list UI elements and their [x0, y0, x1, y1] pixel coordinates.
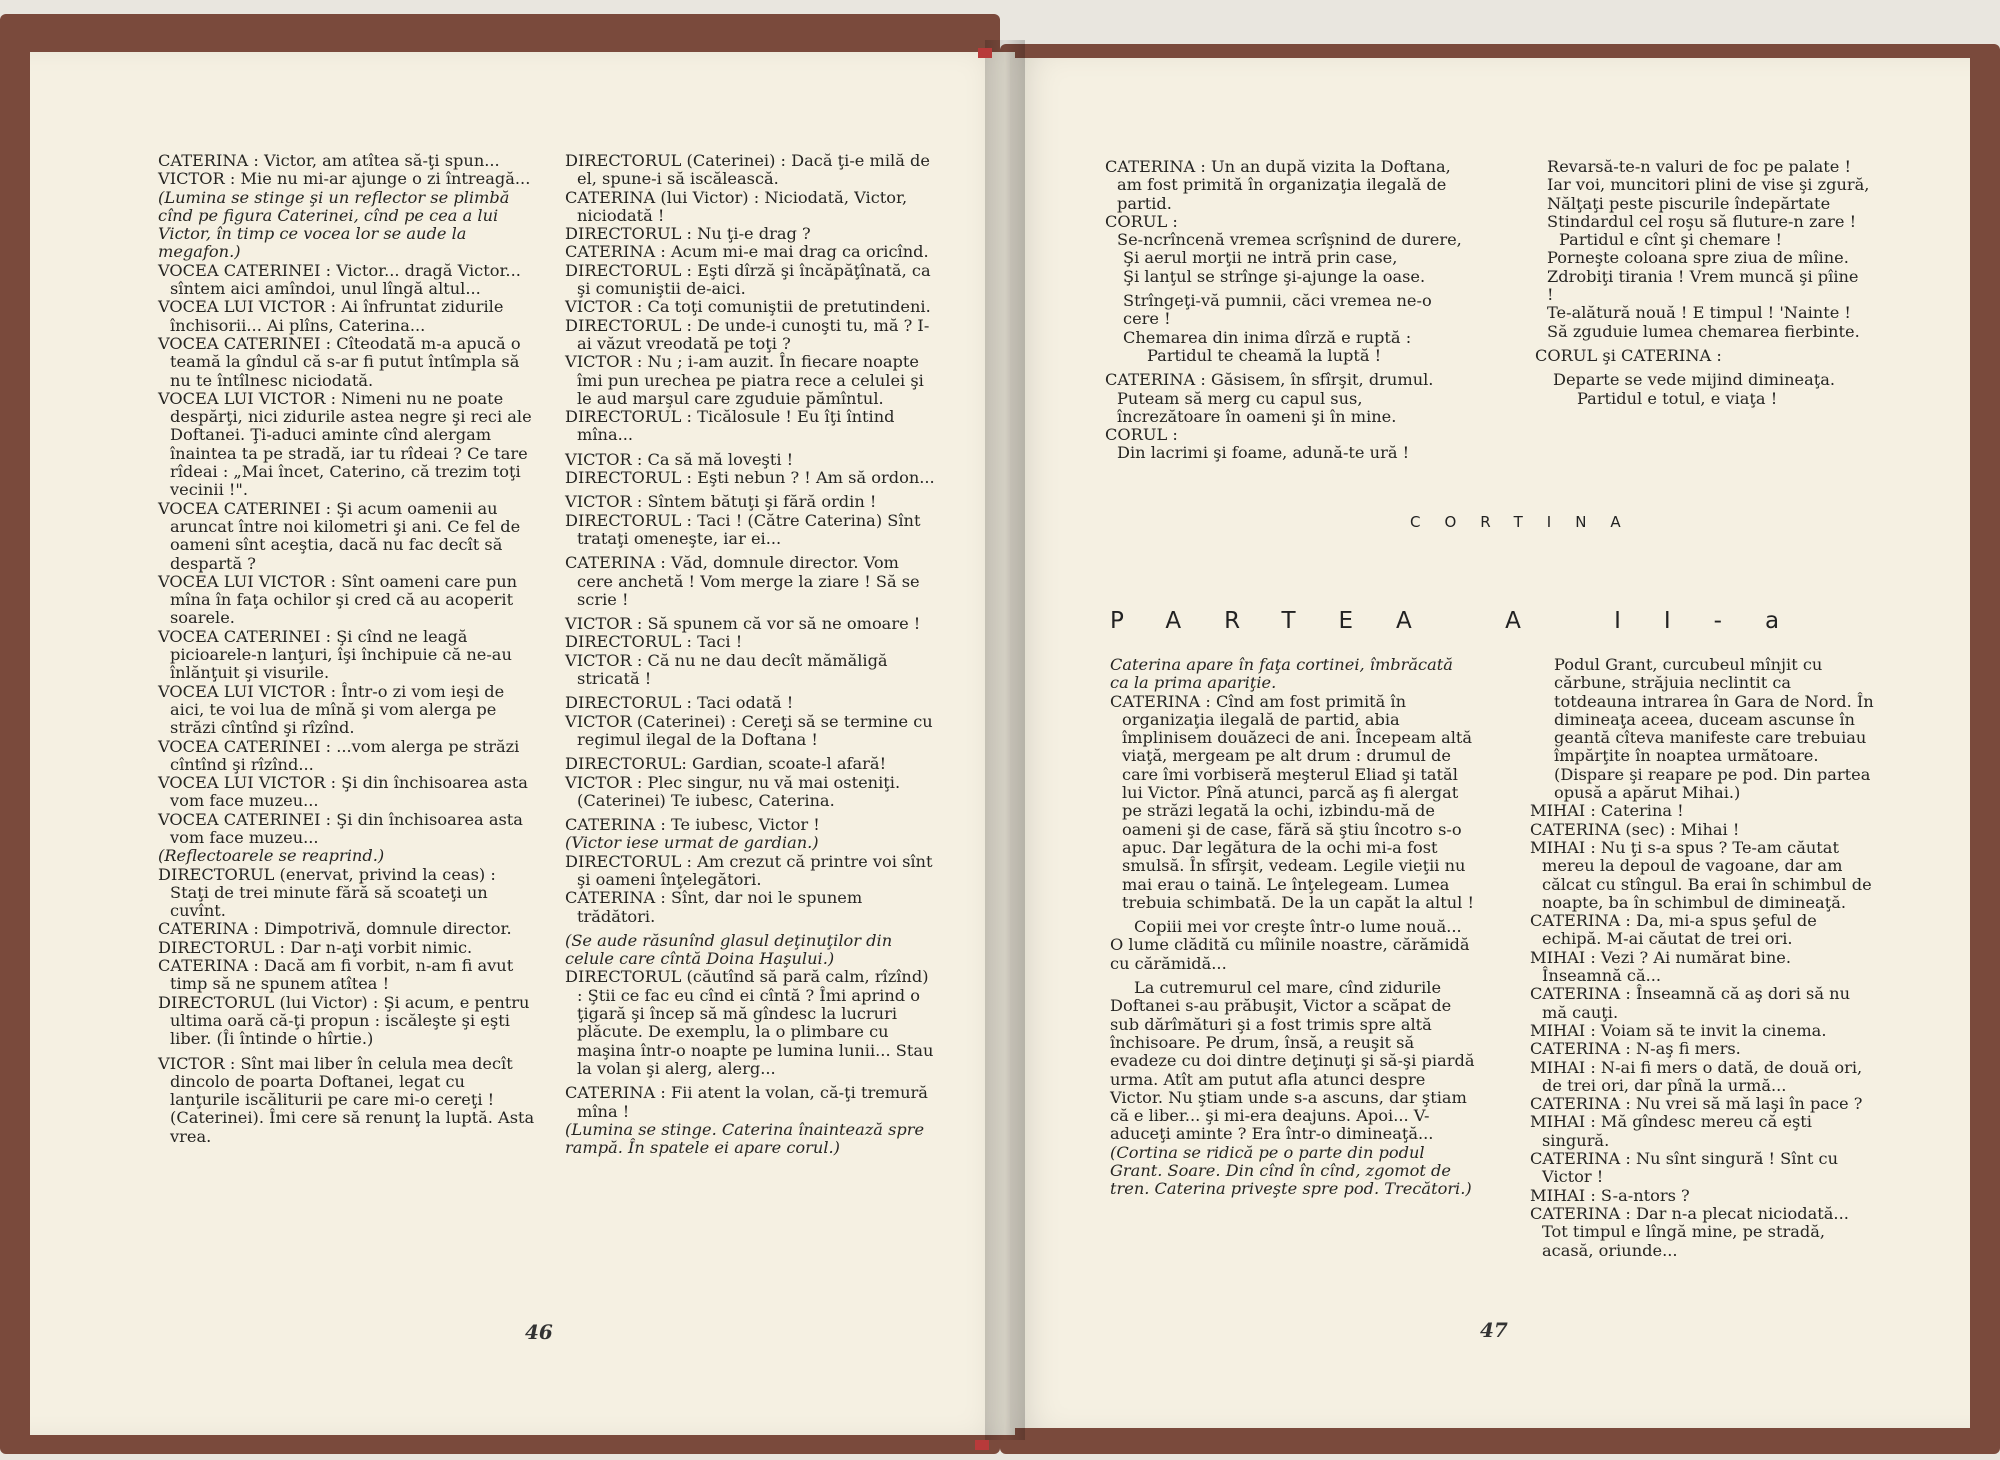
text-line: VICTOR : Sîntem bătuţi şi fără ordin ! [565, 492, 877, 512]
text-line: DIRECTORUL : Taci ! [565, 632, 743, 652]
text-line: DIRECTORUL : Eşti nebun ? ! Am să ordon... [565, 468, 935, 488]
text-line: VICTOR : Plec singur, nu vă mai osteniţi. (Caterinei) Te iubesc, Caterina. [565, 772, 901, 810]
text-line: VOCEA LUI VICTOR : Şi din închisoarea asta vom face muzeu... [158, 773, 528, 811]
text-line: DIRECTORUL : Taci odată ! [565, 693, 794, 713]
right-page [1010, 58, 1970, 1428]
text-line: VICTOR : Mie nu mi-ar ajunge o zi întreagă... [158, 169, 531, 189]
verse-line: Revarsă-te-n valuri de foc pe palate ! [1547, 157, 1852, 176]
text-line: CATERINA : Da, mi-a spus şeful de echipă. M-ai căutat de trei ori. [1530, 911, 1817, 949]
verse-line: Porneşte coloana spre ziua de mîine. [1547, 248, 1849, 268]
text-line: VOCEA CATERINEI : Victor... dragă Victor... sîntem aici amîndoi, unul lîngă altul... [158, 260, 521, 299]
speaker-label: CORUL : [1105, 425, 1178, 445]
text-line: CATERINA : Nu sînt singură ! Sînt cu Victor ! [1530, 1149, 1838, 1187]
text-line: VICTOR : Nu ; i-am auzit. În fiecare noapte îmi pun urechea pe piatra rece a celulei şi le aud marşul care zguduie pămîntul. [565, 352, 924, 408]
text-line: DIRECTORUL: Gardian, scoate-l afară! [565, 754, 887, 774]
book-spine-gutter [985, 40, 1025, 1440]
verse-line: Chemarea din inima dîrză e ruptă : [1123, 327, 1412, 347]
text-line: VOCEA CATERINEI : Şi din închisoarea asta vom face muzeu... [158, 809, 523, 847]
verse-line: Şi aerul morţii ne intră prin case, [1123, 248, 1398, 268]
text-line: CATERINA : Cînd am fost primită în organizaţia ilegală de partid, abia împlinisem douăzeci de ani. Începeam altă viaţă, mergeam pe alt drum : drumul de care îmi vorbiseră meşterul Eliad şi tatăl lui Victor. Pînă atunci, parcă aş fi alergat pe străzi legată la ochi, izbindu-mă de oameni şi de case, fără să ştiu încotro s-o apuc. Dar legătura de la ochi mi-a fost smulsă. În sfîrşit, vedeam. Legile vieţii nu mai erau o taină. Le înţelegeam. Lumea trebuia schimbată. De la un capăt la altul ! [1110, 691, 1474, 912]
right-page-column-4 [1530, 656, 1875, 1260]
text-line: DIRECTORUL : Am crezut că printre voi sînt şi oameni înţelegători. [565, 851, 933, 889]
left-page-column-1 [158, 152, 538, 1146]
text-line: VOCEA LUI VICTOR : Sînt oameni care pun mîna în faţa ochilor şi cred că au acoperit soarele. [158, 571, 518, 628]
stage-direction: (Victor iese urmat de gardian.) [565, 833, 819, 853]
text-line: DIRECTORUL : De unde-i cunoşti tu, mă ? I-ai văzut vreodată pe toţi ? [565, 315, 930, 353]
text-line: CATERINA : Sînt, dar noi le spunem trădători. [565, 888, 863, 926]
text-line: DIRECTORUL : Dar n-aţi vorbit nimic. [158, 937, 473, 957]
text-line: VOCEA LUI VICTOR : Ai înfruntat zidurile închisorii... Ai plîns, Caterina... [158, 297, 504, 335]
text-line: CATERINA : Acum mi-e mai drag ca oricînd. [565, 242, 929, 262]
text-line: DIRECTORUL : Taci ! (Către Caterina) Sînt trataţi omeneşte, iar ei... [565, 510, 921, 548]
text-line: MIHAI : Nu ţi s-a spus ? Te-am căutat mereu la depoul de vagoane, dar am călcat cu stîngul. Ba erai în schimbul de noapte, ba în schimbul de dimineaţă. [1530, 837, 1872, 912]
verse-line: Stindardul cel roşu să fluture-n zare ! [1547, 211, 1857, 231]
text-line: DIRECTORUL : Eşti dîrză şi încăpăţînată, ca şi comuniştii de-aici. [565, 260, 931, 299]
verse-line: Partidul te cheamă la luptă ! [1147, 345, 1382, 365]
text-line: VICTOR : Să spunem că vor să ne omoare ! [565, 614, 921, 634]
text-line: CATERINA : Văd, domnule director. Vom cere anchetă ! Vom merge la ziare ! Să se scrie ! [565, 553, 920, 609]
text-line: Podul Grant, curcubeul mînjit cu cărbune, străjuia neclintit ca totdeauna intrarea în Gara de Nord. În dimineaţa aceea, duceam ascunse în geantă cîteva manifeste care trebuiau împărţite în noaptea următoare. (Dispare şi reapare pe pod. Din partea opusă a apărut Mihai.) [1554, 655, 1874, 803]
stage-direction: (Lumina se stinge şi un reflector se plimbă cînd pe figura Caterinei, cînd pe cea a lui Victor, în timp ce vocea lor se aude la megafon.) [158, 187, 510, 262]
page-number: 47 [1480, 1318, 1508, 1342]
text-line: VOCEA CATERINEI : Şi acum oamenii au aruncat între noi kilometri şi ani. Ce fel de oameni sînt aceştia, dacă nu fac decît să despartă ? [158, 498, 521, 573]
verse-line: Partidul e cînt şi chemare ! [1559, 230, 1783, 250]
text-line: DIRECTORUL (enervat, privind la ceas) : Staţi de trei minute fără să scoateţi un cuvînt. [158, 864, 496, 921]
text-line: CATERINA : Un an după vizita la Doftana, am fost primită în organizaţia ilegală de partid. [1105, 157, 1451, 213]
text-line: CATERINA : Victor, am atîtea să-ţi spun... [158, 151, 500, 170]
text-line: CATERINA : Dar n-a plecat niciodată... Tot timpul e lîngă mine, pe stradă, acasă, oriunde... [1530, 1203, 1849, 1260]
verse-line: Partidul e totul, e viaţa ! [1577, 388, 1778, 408]
stage-direction: Caterina apare în faţa cortinei, îmbrăcată ca la prima apariţie. [1110, 655, 1453, 693]
text-line: VICTOR (Caterinei) : Cereţi să se termine cu regimul ilegal de la Doftana ! [565, 711, 933, 749]
text-line: DIRECTORUL : Ticălosule ! Eu îţi întind mîna... [565, 407, 895, 445]
verse-line: Te-alătură nouă ! E timpul ! 'Nainte ! [1547, 303, 1851, 323]
stage-direction: (Cortina se ridică pe o parte din podul Grant. Soare. Din cînd în cînd, zgomot de tren. Caterina priveşte spre pod. Trecători.) [1110, 1142, 1472, 1199]
text-line: VICTOR : Ca să mă loveşti ! [565, 449, 794, 469]
stage-direction: (Lumina se stinge. Caterina înaintează spre rampă. În spatele ei apare corul.) [565, 1119, 925, 1158]
verse-line: Departe se vede mijind dimineaţa. [1553, 370, 1836, 390]
cortina-label: CORTINA [1410, 513, 1645, 531]
part-heading: PARTEA A II-a [1110, 608, 1823, 634]
text-line: CATERINA (lui Victor) : Niciodată, Victor, niciodată ! [565, 187, 908, 225]
left-page [30, 52, 1015, 1435]
verse-line: Zdrobiţi tirania ! Vrem muncă şi pîine ! [1547, 266, 1859, 305]
page-number: 46 [525, 1320, 553, 1344]
text-line: MIHAI : N-ai fi mers o dată, de două ori, de trei ori, dar pînă la urmă... [1530, 1057, 1863, 1095]
text-line: VICTOR : Că nu ne dau decît mămăligă stricată ! [565, 650, 888, 689]
text-line: DIRECTORUL (căutînd să pară calm, rîzînd) : Ştii ce fac eu cînd ei cîntă ? Îmi aprind o ţigară şi încep să mă gîndesc la lucruri plăcute. De exemplu, la o plimbare cu maşina într-o noapte pe lumina lunii... Stau la volan şi alerg, alerg... [565, 967, 934, 1078]
text-line: DIRECTORUL (lui Victor) : Şi acum, e pentru ultima oară că-ţi propun : iscăleşte şi eşti liber. (Îi întinde o hîrtie.) [158, 992, 530, 1049]
text-line: MIHAI : Vezi ? Ai numărat bine. Înseamnă că... [1530, 947, 1791, 986]
text-line: DIRECTORUL (Caterinei) : Dacă ţi-e milă de el, spune-i să iscălească. [565, 151, 930, 189]
right-page-column-3 [1110, 656, 1475, 1199]
verse-line: Strîngeţi-vă pumnii, căci vremea ne-o cere ! [1123, 291, 1432, 329]
bookmark-ribbon-bottom [975, 1440, 989, 1450]
text-line: VOCEA CATERINEI : Cîteodată m-a apucă o teamă la gîndul că s-ar fi putut întîmpla să nu te întîlnesc niciodată. [158, 333, 521, 390]
verse-line: Se-ncrîncenă vremea scrîşnind de durere, [1117, 230, 1462, 250]
text-line: CATERINA : Dacă am fi vorbit, n-am fi avut timp să ne spunem atîtea ! [158, 956, 514, 994]
text-line: VICTOR : Ca toţi comuniştii de pretutindeni. [565, 297, 931, 317]
verse-line: Iar voi, muncitori plini de vise şi zgură, [1547, 175, 1870, 195]
text-line: CATERINA : Dimpotrivă, domnule director. [158, 919, 512, 939]
text-line: VICTOR : Sînt mai liber în celula mea decît dincolo de poarta Doftanei, legat cu lanţurile iscăliturii pe care mi-o cereţi ! (Caterinei). Îmi cere să renunţ la luptă. Asta vrea. [158, 1053, 535, 1146]
text-line: CATERINA : Găsisem, în sfîrşit, drumul. Puteam să merg cu capul sus, încrezătoare în oameni şi în mine. [1105, 370, 1434, 426]
stage-direction: (Se aude răsunînd glasul deţinuţilor din celule care cîntă Doina Haşului.) [565, 930, 893, 969]
text-line: DIRECTORUL : Nu ţi-e drag ? [565, 224, 811, 244]
right-page-column-2 [1535, 158, 1870, 408]
speaker-label: CORUL şi CATERINA : [1535, 345, 1722, 365]
text-line: CATERINA : Te iubesc, Victor ! [565, 815, 820, 835]
verse-line: Să zguduie lumea chemarea fierbinte. [1547, 321, 1860, 341]
stage-direction: (Reflectoarele se reaprind.) [158, 846, 385, 866]
text-line: VOCEA LUI VICTOR : Într-o zi vom ieşi de aici, te voi lua de mînă şi vom alerga pe străzi cîntînd şi rîzînd. [158, 681, 505, 738]
text-line: MIHAI : Caterina ! [1530, 801, 1684, 821]
text-line: VOCEA CATERINEI : ...vom alerga pe străzi cîntînd şi rîzînd... [158, 736, 520, 774]
text-line: Copiii mei vor creşte într-o lume nouă... O lume clădită cu mîinile noastre, cărămidă cu cărămidă... [1110, 917, 1470, 973]
verse-line: Nălţaţi peste piscurile îndepărtate [1547, 193, 1831, 213]
text-line: MIHAI : Voiam să te invit la cinema. [1530, 1020, 1827, 1040]
verse-line: Din lacrimi şi foame, adună-te ură ! [1117, 443, 1410, 463]
text-line: MIHAI : S-a-ntors ? [1530, 1185, 1690, 1205]
text-line: CATERINA (sec) : Mihai ! [1530, 819, 1740, 839]
text-line: CATERINA : N-aş fi mers. [1530, 1039, 1741, 1059]
text-line: CATERINA : Înseamnă că aş dori să nu mă cauţi. [1530, 984, 1851, 1022]
text-line: CATERINA : Nu vrei să mă laşi în pace ? [1530, 1094, 1863, 1114]
text-line: MIHAI : Mă gîndesc mereu că eşti singură. [1530, 1112, 1812, 1150]
text-line: VOCEA CATERINEI : Şi cînd ne leagă picioarele-n lanţuri, îşi închipuie că ne-au înlănţuit şi visurile. [158, 626, 512, 683]
left-page-column-2 [565, 152, 935, 1157]
speaker-label: CORUL : [1105, 211, 1178, 231]
text-line: CATERINA : Fii atent la volan, că-ţi tremură mîna ! [565, 1083, 928, 1121]
text-line: VOCEA LUI VICTOR : Nimeni nu ne poate despărţi, nici zidurile astea negre şi reci ale Doftanei. Ţi-aduci aminte cînd alergam înaintea ta pe stradă, iar tu rîdeai ? Ce tare rîdeai : „Mai încet, Caterino, că trezim toţi vecinii !". [158, 388, 532, 500]
text-line: La cutremurul cel mare, cînd zidurile Doftanei s-au prăbuşit, Victor a scăpat de sub dărîmături şi a fost trimis spre altă închisoare. Pe drum, însă, a reuşit să evadeze cu doi dintre deţinuţi şi să-şi piardă urma. Atît am putut afla atunci despre Victor. Nu ştiam unde s-a ascuns, dar ştiam că e liber... şi mi-era deajuns. Apoi... V-aduceţi aminte ? Era într-o dimineaţă... [1110, 978, 1475, 1144]
bookmark-ribbon-top [978, 48, 992, 58]
right-page-column-1 [1105, 158, 1470, 463]
verse-line: Şi lanţul se strînge şi-ajunge la oase. [1123, 266, 1426, 286]
